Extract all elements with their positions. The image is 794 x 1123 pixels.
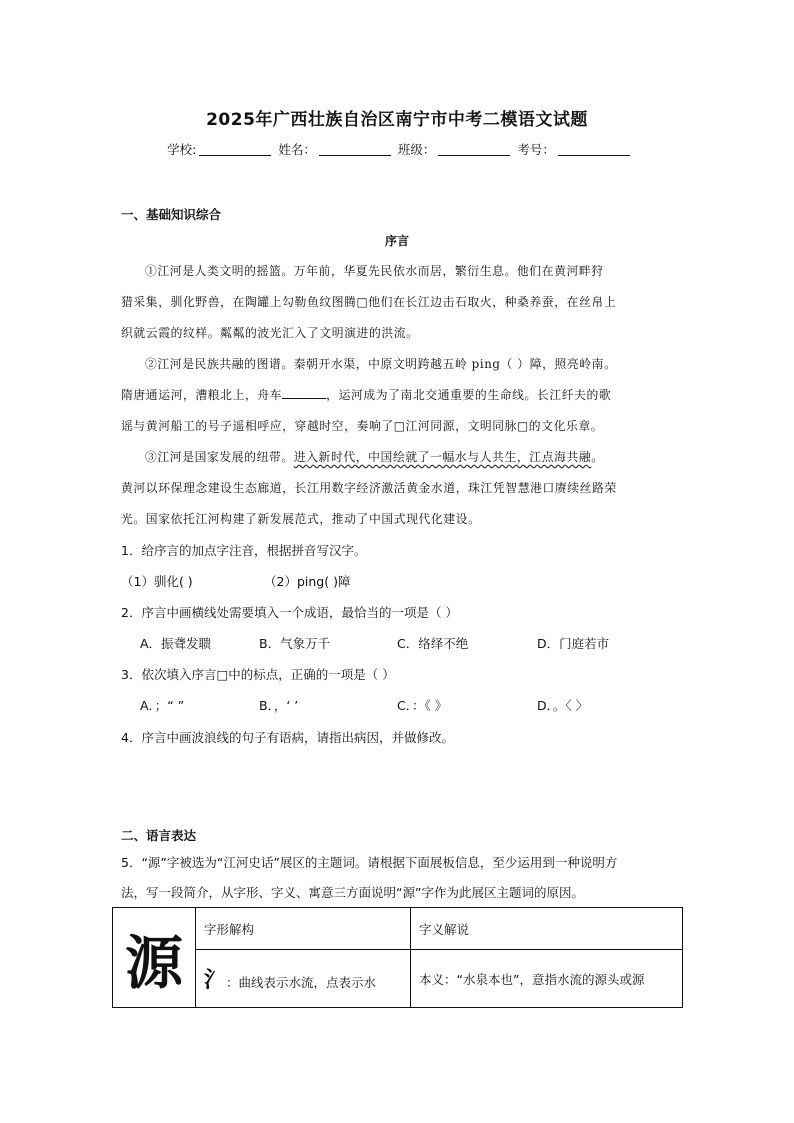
paragraph-1	[121, 256, 681, 349]
glyph-structure-text: ：曲线表示水流，点表示水	[226, 975, 377, 990]
idiom-blank[interactable]	[282, 386, 326, 399]
table-header-glyph: 字形解构	[196, 908, 411, 950]
paragraph-line: 黄河以环保理念建设生态廊道，长江用数字经济激活黄金水道，珠江凭智慧港口赓续丝路荣	[121, 481, 617, 495]
name-label: 姓名：	[278, 142, 316, 157]
school-blank[interactable]	[199, 142, 271, 156]
q2-option-d[interactable]: D．门庭若市	[537, 636, 610, 651]
q1-item-1: （1）驯化( )	[121, 574, 193, 589]
question-4: 4．序言中画波浪线的句子有语病，请指出病因，并做修改。	[121, 730, 454, 745]
paragraph-line: 猎采集，驯化野兽，在陶罐上勾勒鱼纹图腾□他们在长江边击石取火，种桑养蚕，在丝帛上	[121, 295, 617, 309]
q1-item-2: （2）ping( )障	[264, 574, 351, 589]
glyph-structure-cell	[196, 950, 411, 1008]
q3-option-a[interactable]: A．；“ ”	[140, 698, 185, 713]
paragraph-line: ②江河是民族共融的图谱。秦朝开水渠，中原文明跨越五岭 ping（ ）障，照亮岭南。	[145, 357, 617, 371]
question-1: 1．给序言的加点字注音，根据拼音写汉字。	[121, 543, 367, 558]
wavy-underlined-sentence: 进入新时代，中国绘就了一幅水与人共生，江点海共融	[293, 450, 592, 464]
question-5-line-2: 法，写一段简介，从字形、字义、寓意三方面说明“源”字作为此展区主题词的原因。	[121, 885, 584, 900]
water-radical-glyph: 氵	[204, 968, 227, 993]
q2-option-b[interactable]: B．气象万千	[259, 636, 331, 651]
school-label: 学校:	[167, 142, 197, 157]
number-blank[interactable]	[558, 142, 630, 156]
meaning-cell: 本义：“水泉本也”，意指水流的源头或源	[411, 950, 683, 1008]
text-span: 。	[591, 450, 604, 464]
q2-option-c[interactable]: C．络绎不绝	[397, 636, 469, 651]
paragraph-2	[121, 349, 681, 442]
paragraph-line: 光。国家依托江河构建了新发展范式，推动了中国式现代化建设。	[121, 512, 481, 526]
number-label: 考号：	[517, 142, 555, 157]
display-board-table	[112, 907, 683, 1008]
q3-option-b[interactable]: B．，‘ ’	[259, 698, 299, 713]
paragraph-line: 织就云霞的纹样。粼粼的波光汇入了文明演进的洪流。	[121, 326, 419, 340]
section-two-heading: 二、语言表达	[121, 828, 197, 843]
class-blank[interactable]	[438, 142, 510, 156]
question-5-line-1: 5．“源”字被选为“江河史话”展区的主题词。请根据下面展板信息，至少运用到一种说明方	[121, 855, 618, 870]
exam-title: 2025年广西壮族自治区南宁市中考二模语文试题	[206, 110, 588, 130]
q3-option-c[interactable]: C．：《 》	[397, 698, 448, 713]
table-header-meaning: 字义解说	[411, 908, 683, 950]
student-info-row	[0, 140, 794, 158]
question-2: 2．序言中画横线处需要填入一个成语，最恰当的一项是（ ）	[121, 605, 458, 620]
question-3: 3．依次填入序言□中的标点，正确的一项是（ ）	[121, 667, 395, 682]
seal-script-character: 源	[113, 908, 196, 1008]
name-blank[interactable]	[319, 142, 391, 156]
paragraph-line: 谣与黄河船工的号子遥相呼应，穿越时空，奏响了□江河同源，文明同脉□的文化乐章。	[121, 419, 604, 433]
paragraph-line: ①江河是人类文明的摇篮。万年前，华夏先民依水而居，繁衍生息。他们在黄河畔狩	[145, 264, 604, 278]
text-span: ③江河是国家发展的纽带。	[145, 450, 294, 464]
q3-option-d[interactable]: D．。〈 〉	[537, 698, 589, 713]
text-span: ，运河成为了南北交通重要的生命线。长江纤夫的歌	[326, 388, 612, 402]
class-label: 班级：	[397, 142, 436, 157]
paragraph-line	[121, 442, 681, 473]
text-span: 隋唐通运河，漕粮北上，舟车	[121, 388, 283, 402]
q2-option-a[interactable]: A．振聋发聩	[140, 636, 212, 651]
paragraph-3	[121, 442, 681, 535]
section-one-heading: 一、基础知识综合	[121, 207, 222, 222]
paragraph-line	[121, 380, 681, 411]
passage-title: 序言	[384, 234, 409, 248]
